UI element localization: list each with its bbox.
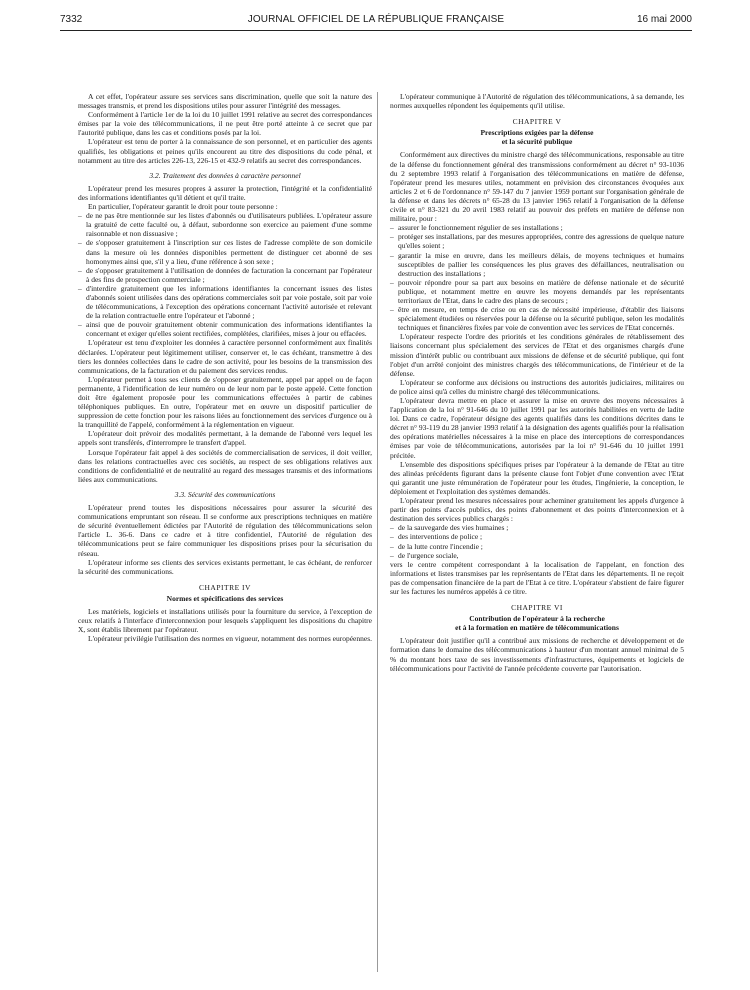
chapter-title: Normes et spécifications des services xyxy=(166,593,284,603)
list-item: – de la sauvegarde des vies humaines ; xyxy=(390,523,684,532)
left-column xyxy=(78,92,372,643)
chapter-title-line: et la sécurité publique xyxy=(501,137,573,147)
chapter-heading: CHAPITRE VI xyxy=(511,603,563,613)
paragraph: vers le centre compétent correspondant à la localisation de l'appelant, en fonction des informations et listes transmises par les représentants de l'Etat dans les départements. Il ne reçoit pas de compensation financière de la part de l'Etat à ce titre. L'opérateur s'abstient de faire figurer sur les factures les numéros appelés à ce titre. xyxy=(390,559,684,596)
paragraph: L'opérateur prend les mesures nécessaires pour acheminer gratuitement les appels d'urgence à partir des points d'accès publics, des points d'abonnement et des points d'interconnexion et à destination des services publics chargés : xyxy=(390,496,684,524)
paragraph: L'opérateur est tenu d'exploiter les données à caractère personnel conformément aux finalités déclarées. L'opérateur peut légitimement utiliser, conserver et, le cas échéant, transmettre à des tiers les données collectées dans le cadre de son activité, pour les besoins de la transmission des communications, de la facturation et du paiement des services rendus. xyxy=(78,338,372,375)
list-item: – de la lutte contre l'incendie ; xyxy=(390,542,684,551)
paragraph: L'opérateur prend les mesures propres à assurer la protection, l'intégrité et la confidentialité des informations identifiantes qu'il détient et qu'il traite. xyxy=(78,183,372,202)
list-item: – ainsi que de pouvoir gratuitement obtenir communication des informations identifiantes la concernant et exiger qu'elles soient rectifiées, complétées, clarifiées, mises à jour ou effacées. xyxy=(78,320,372,338)
list-item: – de ne pas être mentionnée sur les listes d'abonnés ou d'utilisateurs publiées. L'opérateur assure la gratuité de cette faculté ou, à défaut, subordonne son exercice au paiement d'une somme raisonnable et non dissuasive ; xyxy=(78,211,372,238)
list-item: – des interventions de police ; xyxy=(390,532,684,541)
list-item: – protéger ses installations, par des mesures appropriées, contre des agressions de quelque nature qu'elles soient ; xyxy=(390,232,684,250)
list-item: – d'interdire gratuitement que les informations identifiantes la concernant issues des listes d'abonnés soient utilisées dans des opérations commerciales soit par voie postale, soit par voie de télécommunications, à l'exception des opérations concernant l'activité autorisée et relevant de la relation contractuelle entre l'opérateur et l'abonné ; xyxy=(78,284,372,320)
chapter-title xyxy=(390,128,684,146)
list-item: – de s'opposer gratuitement à l'inscription sur ces listes de l'adresse complète de son domicile dans la mesure où les données disponibles permettent de distinguer cet abonné de ses homonymes ainsi que, s'il y a lieu, d'une référence à son sexe ; xyxy=(78,238,372,265)
list-item: – pouvoir répondre pour sa part aux besoins en matière de défense nationale et de sécurité publique, et notamment mettre en œuvre les moyens demandés par les représentants territoriaux de l'Etat, dans le cadre des plans de secours ; xyxy=(390,278,684,305)
page-header xyxy=(60,14,692,30)
issue-date: 16 mai 2000 xyxy=(636,14,692,25)
right-column xyxy=(390,92,684,673)
paragraph: L'opérateur doit justifier qu'il a contribué aux missions de recherche et développement et de formation dans le domaine des télécommunications à hauteur d'un montant annuel minimal de 5 % du montant hors taxe de ses investissements d'infrastructures, équipements et logiciels de télécommunications pour l'activité de l'année précédente couverte par l'autorisation. xyxy=(390,636,684,673)
paragraph: L'ensemble des dispositions spécifiques prises par l'opérateur à la demande de l'Etat au titre des alinéas précédents figurant dans la présente clause font l'objet d'une convention avec l'Etat qui garantit une juste rémunération de l'opérateur pour les études, l'ingénierie, la conception, le déploiement et l'exploitation des systèmes demandés. xyxy=(390,459,684,496)
list-item: – être en mesure, en temps de crise ou en cas de nécessité impérieuse, d'établir des liaisons spécialement étudiées ou réservées pour la défense ou la sécurité publique, selon les modalités techniques et financières fixées par voie de convention avec les services de l'Etat concernés. xyxy=(390,305,684,332)
paragraph: L'opérateur prend toutes les dispositions nécessaires pour assurer la sécurité des communications empruntant son réseau. Il se conforme aux prescriptions techniques en matière de sécurité éventuellement édictées par l'Autorité de régulation des télécommunications selon l'article L. 36-6. Dans ce cadre et à titre confidentiel, l'Autorité de régulation des télécommunications peut se faire communiquer les dispositions prises pour la sécurisation du réseau. xyxy=(78,503,372,558)
paragraph: L'opérateur informe ses clients des services existants permettant, le cas échéant, de renforcer la sécurité des communications. xyxy=(78,557,372,576)
paragraph: L'opérateur permet à tous ses clients de s'opposer gratuitement, appel par appel ou de façon permanente, à l'identification de leur numéro ou de leur nom par le poste appelé. Cette fonction doit être également proposée pour les communications effectuées à partir de cabines téléphoniques publiques. En outre, l'opérateur met en œuvre un dispositif particulier de suppression de cette fonction pour les raisons liées au fonctionnement des services d'urgence ou à la tranquillité de l'appelé, conformément à la réglementation en vigueur. xyxy=(78,374,372,430)
list-item: – de l'urgence sociale, xyxy=(390,551,684,560)
section-heading-3-3: 3.3. Sécurité des communications xyxy=(174,489,276,499)
paragraph: Les matériels, logiciels et installations utilisés pour la fourniture du service, à l'exception de ceux relatifs à l'interface d'interconnexion pour lesquels s'appliquent les dispositions du chapitre X, sont établis librement par l'opérateur. xyxy=(78,606,372,635)
column-divider xyxy=(377,92,378,972)
chapter-title xyxy=(390,614,684,632)
list-item: – assurer le fonctionnement régulier de ses installations ; xyxy=(390,223,684,232)
chapter-title-line: et à la formation en matière de télécommunications xyxy=(455,623,619,633)
paragraph: L'opérateur est tenu de porter à la connaissance de son personnel, et en particulier des agents qualifiés, les obligations et peines qu'ils encourent au titre des dispositions du code pénal, et notamment au titre des articles 226-13, 226-15 et 432-9 relatifs au secret des correspondances. xyxy=(78,137,372,165)
paragraph: L'opérateur privilégie l'utilisation des normes en vigueur, notamment des normes européennes. xyxy=(88,634,372,644)
paragraph: L'opérateur doit prévoir des modalités permettant, à la demande de l'abonné vers lequel les appels sont transférés, d'interrompre le transfert d'appel. xyxy=(78,429,372,448)
paragraph: L'opérateur respecte l'ordre des priorités et les conditions générales de rétablissement des liaisons concernant plus spécialement des services de l'Etat et des organismes chargés d'une mission d'intérêt public ou contribuant aux missions de défense et de sécurité publique, qui font l'objet d'un arrêté conjoint des ministres chargés des télécommunications, de l'intérieur et de la défense. xyxy=(390,332,684,378)
chapter-title-line: Prescriptions exigées par la défense xyxy=(480,128,594,138)
list-item: – de s'opposer gratuitement à l'utilisation de données de facturation la concernant par l'opérateur à des fins de prospection commerciale ; xyxy=(78,266,372,284)
section-heading-3-2: 3.2. Traitement des données à caractère personnel xyxy=(149,170,301,180)
list-item: – garantir la mise en œuvre, dans les meilleurs délais, de moyens techniques et humains susceptibles de pallier les conséquences les plus graves des défaillances, neutralisation ou destruction des installations ; xyxy=(390,251,684,278)
header-rule xyxy=(60,30,692,31)
paragraph: L'opérateur communique à l'Autorité de régulation des télécommunications, à sa demande, les normes auxquelles répondent les équipements qu'il utilise. xyxy=(390,92,684,111)
chapter-heading: CHAPITRE V xyxy=(512,117,562,127)
paragraph: L'opérateur se conforme aux décisions ou instructions des autorités judiciaires, militaires ou de police ainsi qu'à celles du ministre chargé des télécommunications. xyxy=(390,377,684,396)
chapter-heading: CHAPITRE IV xyxy=(199,582,251,592)
paragraph: Conformément aux directives du ministre chargé des télécommunications, responsable au titre de la défense du fonctionnement général des transmissions conformément au décret n° 93-1036 du 2 septembre 1993 relatif à l'organisation des télécommunications en matière de défense, l'opérateur prend les mesures utiles, notamment en prévision des circonstances évoquées aux articles 2 et 6 de l'ordonnance n° 59-147 du 7 janvier 1959 portant sur l'organisation générale de la défense et dans les décrets n° 65-28 du 13 janvier 1965 relatif à l'organisation de la défense civile et n° 83-321 du 20 avril 1983 relatif au pouvoir des préfets en matière de défense non militaire, pour : xyxy=(390,150,684,224)
chapter-title-line: Contribution de l'opérateur à la recherche xyxy=(469,614,605,624)
paragraph: Conformément à l'article 1er de la loi du 10 juillet 1991 relative au secret des correspondances émises par la voie des télécommunications, il ne peut être porté atteinte à ce secret que par l'autorité publique, dans les cas et conditions posés par la loi. xyxy=(78,110,372,138)
journal-title: JOURNAL OFFICIEL DE LA RÉPUBLIQUE FRANÇAISE xyxy=(247,14,505,25)
paragraph: En particulier, l'opérateur garantit le droit pour toute personne : xyxy=(88,202,278,212)
paragraph: L'opérateur devra mettre en place et assurer la mise en œuvre des moyens nécessaires à l'application de la loi n° 91-646 du 10 juillet 1991 par les autorités habilitées en vertu de ladite loi. Dans ce cadre, l'opérateur désigne des agents qualifiés dans les conditions décrites dans le décret n° 93-119 du 28 janvier 1993 relatif à la désignation des agents qualifiés pour la réalisation des opérations matérielles nécessaires à la mise en place des interceptions de correspondances émises par voie de télécommunications, autorisées par la loi n° 91-646 du 10 juillet 1991 précitée. xyxy=(390,396,684,460)
page-number: 7332 xyxy=(60,14,83,25)
paragraph: Lorsque l'opérateur fait appel à des sociétés de commercialisation de services, il doit veiller, dans les relations contractuelles avec ces sociétés, au respect de ses obligations relatives aux conditions de confidentialité et de neutralité au regard des messages transmis et des informations liées aux communications. xyxy=(78,447,372,484)
paragraph: A cet effet, l'opérateur assure ses services sans discrimination, quelle que soit la nature des messages transmis, et prend les dispositions utiles pour assurer l'intégrité des messages. xyxy=(78,92,372,111)
